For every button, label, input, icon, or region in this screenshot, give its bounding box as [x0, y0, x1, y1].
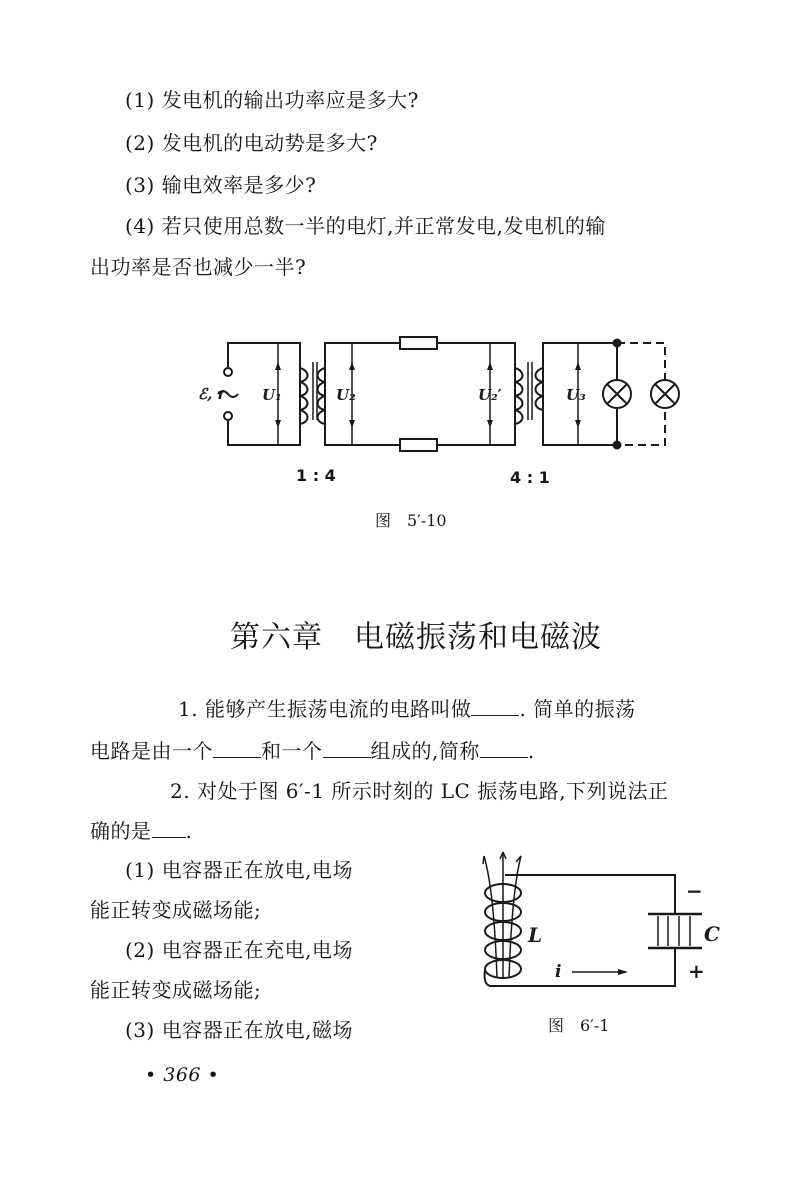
- question-part-4-cont: 出功率是否也减少一半?: [90, 255, 307, 279]
- lamp-icon: [651, 380, 679, 408]
- q1-text: 1. 能够产生振荡电流的电路叫做: [178, 697, 472, 721]
- page-number: • 366 •: [145, 1064, 220, 1086]
- option-1: (1) 电容器正在放电,电场: [125, 858, 354, 882]
- terminal-bottom: [224, 412, 232, 420]
- q2-text: .: [185, 819, 193, 843]
- q1-text: 和一个: [261, 739, 323, 763]
- question-part-4: (4) 若只使用总数一半的电灯,并正常发电,发电机的输: [125, 214, 606, 238]
- question-2-line-2: [90, 819, 192, 843]
- ratio-left: 1 : 4: [296, 466, 336, 485]
- q1-text: .: [527, 739, 535, 763]
- figure-caption-6-1: 图 6′-1: [548, 1016, 610, 1035]
- option-2: (2) 电容器正在充电,电场: [125, 938, 354, 962]
- line-resistor-top: [400, 337, 437, 349]
- current-label: i: [555, 962, 562, 982]
- ratio-right: 4 : 1: [510, 468, 550, 487]
- u2-label: U₂: [336, 386, 356, 404]
- lc-wire: [490, 875, 675, 986]
- electric-field-lines: [658, 916, 690, 946]
- figure-caption-5-10: 图 5′-10: [375, 511, 447, 530]
- core: [313, 362, 317, 420]
- question-part-2: (2) 发电机的电动势是多大?: [125, 131, 378, 155]
- magnetic-field-lines: [484, 852, 521, 978]
- q2-text: 确的是: [90, 819, 152, 843]
- question-2-line-1: 2. 对处于图 6′-1 所示时刻的 LC 振荡电路,下列说法正: [170, 779, 669, 803]
- lc-circuit-diagram-6-1: [483, 852, 702, 986]
- answer-blank: [152, 819, 186, 838]
- option-3: (3) 电容器正在放电,磁场: [125, 1018, 354, 1042]
- u3-label: U₃: [566, 386, 586, 404]
- line-resistor-bottom: [400, 439, 437, 451]
- stepdown-secondary-coil: [536, 368, 544, 410]
- option-1-cont: 能正转变成磁场能;: [90, 898, 262, 922]
- answer-blank: [471, 697, 519, 716]
- question-part-3: (3) 输电效率是多少?: [125, 173, 317, 197]
- secondary-coil: [318, 368, 326, 424]
- question-1-line-2: [90, 739, 535, 763]
- option-2-cont: 能正转变成磁场能;: [90, 978, 262, 1002]
- circuit-diagram-5-10: [218, 337, 679, 451]
- primary-coil: [300, 368, 308, 424]
- answer-blank: [480, 739, 528, 758]
- stepdown-primary-coil: [515, 368, 523, 424]
- answer-blank: [213, 739, 261, 758]
- u2-prime-label: U₂′: [478, 386, 502, 404]
- source-label: ℰ, r: [198, 385, 226, 403]
- inductor-label: L: [528, 923, 543, 947]
- q1-text: . 简单的振荡: [519, 697, 636, 721]
- capacitor-plates: [648, 914, 702, 948]
- chapter-title: 第六章 电磁振荡和电磁波: [230, 620, 602, 655]
- answer-blank: [323, 739, 371, 758]
- terminal-top: [224, 368, 232, 376]
- plus-sign: +: [688, 959, 705, 983]
- u1-label: U₁: [262, 386, 282, 404]
- capacitor-label: C: [704, 922, 720, 946]
- question-part-1: (1) 发电机的输出功率应是多大?: [125, 88, 419, 112]
- u2-arrows: [352, 343, 490, 445]
- lamp-icon: [603, 380, 631, 408]
- minus-sign: −: [686, 879, 703, 903]
- q1-text: 电路是由一个: [90, 739, 213, 763]
- question-1-line-1: [178, 697, 636, 721]
- q1-text: 组成的,简称: [370, 739, 480, 763]
